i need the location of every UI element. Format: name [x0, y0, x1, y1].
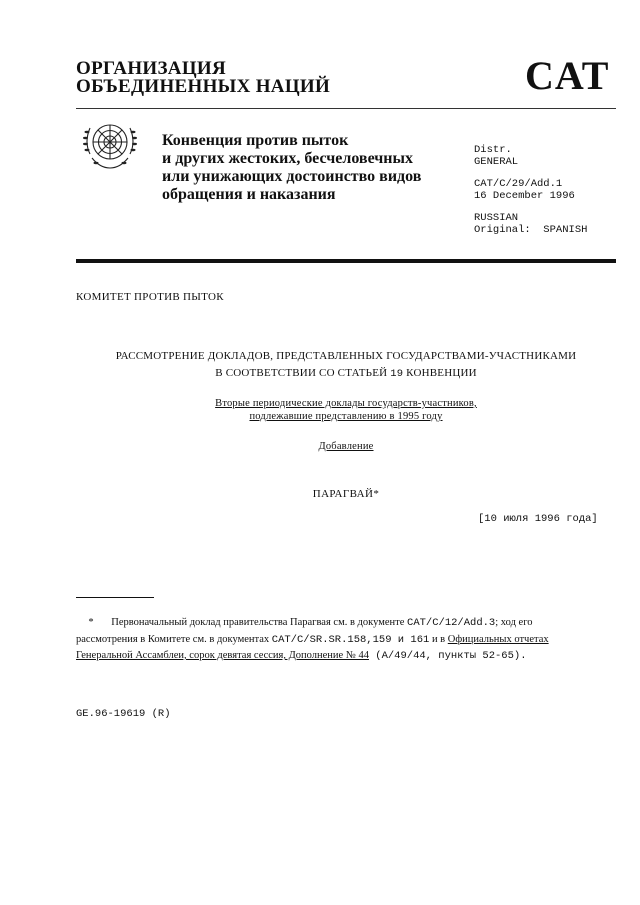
- article-number: 19: [390, 368, 404, 380]
- header-thick-rule: [76, 259, 616, 263]
- footnote-text-4: (A/49/44, пункты 52-65).: [368, 650, 527, 662]
- distr-general: GENERAL: [474, 156, 519, 168]
- official-records-citation: Официальных отчетах Генеральной Ассамблеи, сорок девятая сессия, Дополнение № 44: [76, 633, 549, 661]
- committee-name: КОМИТЕТ ПРОТИВ ПЫТОК: [76, 291, 224, 303]
- country-name: ПАРАГВАЙ*: [312, 488, 380, 500]
- original-language: Original: SPANISH: [474, 224, 588, 236]
- org-line-1: ОРГАНИЗАЦИЯ: [76, 58, 227, 79]
- document-language: RUSSIAN: [474, 212, 519, 224]
- convention-title: [162, 132, 421, 204]
- un-emblem-icon: [78, 118, 142, 174]
- report-date: [10 июля 1996 года]: [478, 513, 598, 525]
- convention-line-3: или унижающих достоинство видов: [162, 168, 422, 185]
- subtitle-line-1: Вторые периодические доклады государств-участников,: [215, 398, 477, 409]
- footnote-rule: [76, 597, 154, 598]
- footnote: [76, 615, 592, 665]
- footnote-marker: *: [88, 617, 94, 628]
- org-line-2: ОБЪЕДИНЕННЫХ НАЦИЙ: [76, 76, 331, 97]
- distr-label: Distr.: [474, 144, 512, 156]
- addendum-label: Добавление: [318, 441, 374, 452]
- document-date: 16 December 1996: [474, 190, 575, 202]
- addendum-wrapper: [76, 440, 616, 452]
- heading-line-2-text: В СООТВЕТСТВИИ СО СТАТЬЕЙ: [215, 367, 391, 379]
- heading-line-2: [76, 365, 616, 383]
- heading-line-1: РАССМОТРЕНИЕ ДОКЛАДОВ, ПРЕДСТАВЛЕННЫХ ГОСУДАРСТВАМИ-УЧАСТНИКАМИ: [115, 350, 577, 362]
- distribution-block: [474, 144, 587, 236]
- subtitle-line-2: подлежавшие представлению в 1995 году: [249, 411, 443, 422]
- footnote-text-3: и в: [429, 633, 448, 645]
- organization-name: [76, 60, 330, 96]
- convention-line-4: обращения и наказания: [162, 186, 336, 203]
- convention-line-1: Конвенция против пыток: [162, 132, 349, 149]
- convention-line-2: и других жестоких, бесчеловечных: [162, 150, 414, 167]
- document-code: CAT: [525, 53, 610, 98]
- footnote-text-1: Первоначальный доклад правительства Парагвая см. в документе: [111, 617, 408, 628]
- footnote-ref-1: CAT/C/12/Add.3: [407, 617, 496, 629]
- heading-line-2-end: КОНВЕНЦИИ: [403, 367, 477, 379]
- document-symbol: CAT/C/29/Add.1: [474, 178, 563, 190]
- footnote-ref-2: CAT/C/SR.SR.158,159 и 161: [271, 633, 430, 646]
- document-number: GE.96-19619 (R): [76, 708, 171, 720]
- document-subtitle: [76, 397, 616, 423]
- header-rule: [76, 108, 616, 109]
- footnote-text-2: ; ход его рассмотрения в Комитете см. в документах: [76, 617, 533, 645]
- document-heading: [76, 348, 616, 383]
